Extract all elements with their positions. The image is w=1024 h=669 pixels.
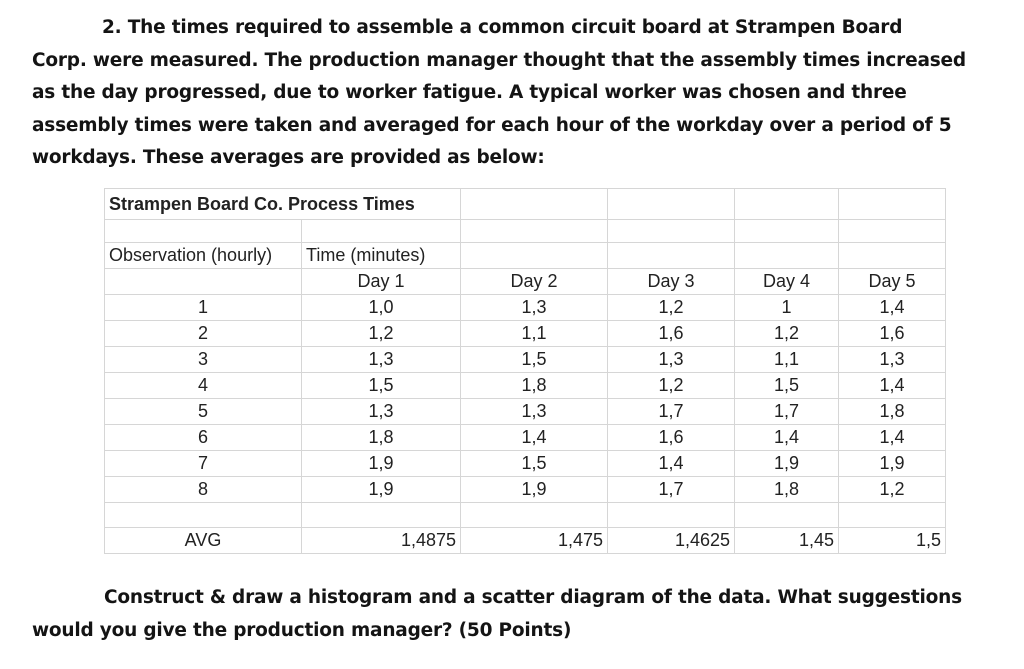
time-cell: 1,2 — [608, 373, 735, 399]
day-header: Day 1 — [302, 269, 461, 295]
time-cell: 1,6 — [608, 321, 735, 347]
day-header-row — [105, 269, 946, 295]
time-cell: 1,4 — [608, 451, 735, 477]
avg-value: 1,4625 — [608, 528, 735, 554]
observation-cell: 4 — [105, 373, 302, 399]
time-cell: 1,3 — [461, 295, 608, 321]
time-cell: 1,7 — [735, 399, 839, 425]
table-row — [105, 451, 946, 477]
day-header: Day 3 — [608, 269, 735, 295]
table-row — [105, 321, 946, 347]
time-cell: 1,4 — [839, 425, 946, 451]
process-times-table — [104, 188, 946, 554]
observation-cell: 1 — [105, 295, 302, 321]
time-cell: 1,6 — [839, 321, 946, 347]
header-row — [105, 243, 946, 269]
empty-cell — [461, 189, 608, 220]
table-row — [105, 373, 946, 399]
time-cell: 1,8 — [302, 425, 461, 451]
time-cell: 1,9 — [461, 477, 608, 503]
time-cell: 1,2 — [735, 321, 839, 347]
question-line: workdays. These averages are provided as below: — [32, 147, 545, 168]
question-line: Corp. were measured. The production manager thought that the assembly times increased — [32, 49, 966, 71]
question-line: as the day progressed, due to worker fatigue. A typical worker was chosen and three — [32, 82, 907, 103]
footer-line: Construct & draw a histogram and a scatter diagram of the data. What suggestions — [104, 587, 962, 608]
question-line: assembly times were taken and averaged for each hour of the workday over a period of 5 — [32, 114, 952, 136]
average-row — [105, 528, 946, 554]
time-cell: 1,8 — [461, 373, 608, 399]
time-cell: 1,9 — [302, 477, 461, 503]
avg-value: 1,45 — [735, 528, 839, 554]
table-row — [105, 399, 946, 425]
time-cell: 1,5 — [461, 451, 608, 477]
time-cell: 1,0 — [302, 295, 461, 321]
day-header: Day 5 — [839, 269, 946, 295]
time-cell: 1,7 — [608, 477, 735, 503]
table-row — [105, 425, 946, 451]
time-cell: 1,4 — [461, 425, 608, 451]
avg-value: 1,4875 — [302, 528, 461, 554]
table-row — [105, 295, 946, 321]
observation-cell: 6 — [105, 425, 302, 451]
observation-cell: 5 — [105, 399, 302, 425]
observation-cell: 3 — [105, 347, 302, 373]
time-cell: 1,5 — [461, 347, 608, 373]
footer-line: would you give the production manager? (50 Points) — [32, 619, 572, 641]
time-cell: 1,9 — [735, 451, 839, 477]
table-title-row — [105, 189, 946, 220]
time-cell: 1,9 — [302, 451, 461, 477]
time-cell: 1,5 — [735, 373, 839, 399]
time-cell: 1,1 — [461, 321, 608, 347]
time-cell: 1,3 — [302, 347, 461, 373]
observation-cell: 7 — [105, 451, 302, 477]
observation-header: Observation (hourly) — [105, 243, 302, 269]
time-cell: 1,2 — [839, 477, 946, 503]
table-title: Strampen Board Co. Process Times — [105, 189, 461, 220]
time-cell: 1,3 — [839, 347, 946, 373]
table-row — [105, 347, 946, 373]
time-cell: 1,4 — [735, 425, 839, 451]
time-cell: 1,3 — [302, 399, 461, 425]
avg-value: 1,5 — [839, 528, 946, 554]
time-header: Time (minutes) — [302, 243, 461, 269]
empty-cell — [735, 189, 839, 220]
observation-cell: 2 — [105, 321, 302, 347]
time-cell: 1,8 — [735, 477, 839, 503]
avg-label: AVG — [105, 528, 302, 554]
question-text — [32, 12, 1007, 175]
time-cell: 1,2 — [302, 321, 461, 347]
time-cell: 1,1 — [735, 347, 839, 373]
time-cell: 1 — [735, 295, 839, 321]
time-cell: 1,4 — [839, 295, 946, 321]
time-cell: 1,6 — [608, 425, 735, 451]
time-cell: 1,5 — [302, 373, 461, 399]
time-cell: 1,3 — [461, 399, 608, 425]
table-row — [105, 477, 946, 503]
blank-row — [105, 220, 946, 243]
observation-cell: 8 — [105, 477, 302, 503]
time-cell: 1,8 — [839, 399, 946, 425]
footer-text — [32, 582, 1007, 647]
spreadsheet-table — [104, 188, 945, 563]
time-cell: 1,7 — [608, 399, 735, 425]
avg-value: 1,475 — [461, 528, 608, 554]
question-line: 2. The times required to assemble a common circuit board at Strampen Board — [102, 17, 903, 38]
time-cell: 1,4 — [839, 373, 946, 399]
empty-cell — [839, 189, 946, 220]
time-cell: 1,9 — [839, 451, 946, 477]
time-cell: 1,3 — [608, 347, 735, 373]
blank-row — [105, 503, 946, 528]
time-cell: 1,2 — [608, 295, 735, 321]
empty-cell — [608, 189, 735, 220]
day-header: Day 2 — [461, 269, 608, 295]
data-rows — [105, 295, 946, 503]
day-header: Day 4 — [735, 269, 839, 295]
